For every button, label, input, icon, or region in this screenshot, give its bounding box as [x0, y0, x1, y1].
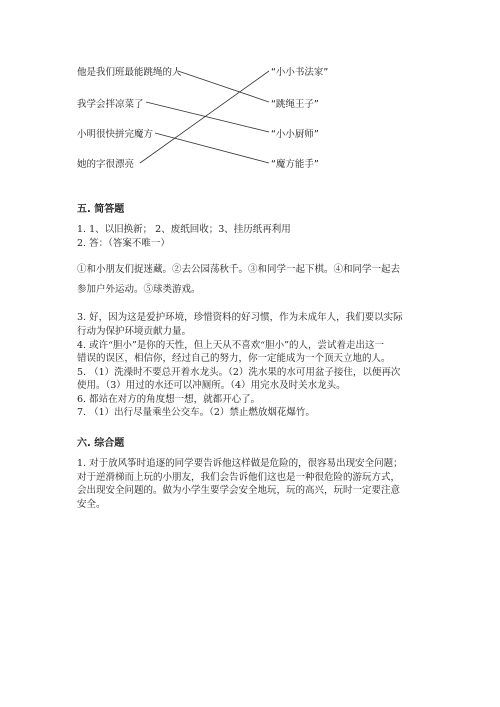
match-line-3 [155, 133, 269, 163]
answer-line: 1. 对于放风筝时追逐的同学要告诉他这样做是危险的，很容易出现安全问题； [77, 458, 403, 469]
left-item-4: 她的字很漂亮 [77, 159, 135, 170]
right-item-1: “小小书法家” [271, 67, 329, 78]
left-item-2: 我学会拌凉菜了 [77, 99, 144, 110]
answer-line: 会出现安全问题的。做为小学生要学会安全地玩，玩的高兴，玩时一定要注意 [77, 485, 401, 496]
answer-line: 7. （1）出行尽量乘坐公交车。（2）禁止燃放烟花爆竹。 [77, 407, 315, 418]
right-item-3: “小小厨师” [271, 129, 319, 140]
answer-line: 使用。（3）用过的水还可以冲厕所。（4）用完水及时关水龙头。 [77, 380, 346, 391]
match-line-4 [140, 71, 269, 163]
answer-line: 1. 1、以旧换新； 2、废纸回收；3、挂历纸再利用 [77, 224, 291, 235]
answer-line: 行动为保护环境贡献力量。 [77, 326, 192, 337]
answer-line: 6. 都站在对方的角度想一想，就都开心了。 [77, 394, 261, 405]
match-line-1 [178, 71, 269, 102]
answer-line: 5. （1）洗澡时不要总开着水龙头。（2）洗水果的水可用盆子接住，以便再次 [77, 367, 401, 378]
section-5-heading: 五. 简答题 [77, 204, 125, 215]
answer-line: 安全。 [77, 499, 106, 510]
section-6-heading: 六. 综合题 [77, 438, 125, 449]
match-line-2 [146, 102, 269, 132]
answer-line: 参加户外运动。⑤球类游戏。 [77, 284, 201, 295]
answer-line: 错误的误区，相信你，经过自己的努力，你一定能成为一个顶天立地的人。 [77, 353, 391, 364]
answer-line: ①和小朋友们捉迷藏。②去公园荡秋千。③和同学一起下棋。④和同学一起去 [77, 264, 401, 275]
left-item-3: 小明很快拼完魔方 [77, 129, 154, 140]
right-item-4: “魔方能手” [271, 159, 319, 170]
matching-lines [0, 0, 500, 200]
answer-line: 3. 好，因为这是爱护环境，珍惜资料的好习惯，作为未成年人，我们要以实际 [77, 312, 403, 323]
left-item-1: 他是我们班最能跳绳的人 [77, 67, 182, 78]
answer-line: 对于逆滑梯而上玩的小朋友，我们会告诉他们这也是一种很危险的游玩方式， [77, 472, 401, 483]
answer-line: 4. 或许“胆小”是你的天性，但上天从不喜欢“胆小”的人，尝试着走出这一 [77, 340, 385, 351]
right-item-2: “跳绳王子” [271, 99, 319, 110]
answer-line: 2. 答：（答案不唯一） [77, 238, 170, 249]
